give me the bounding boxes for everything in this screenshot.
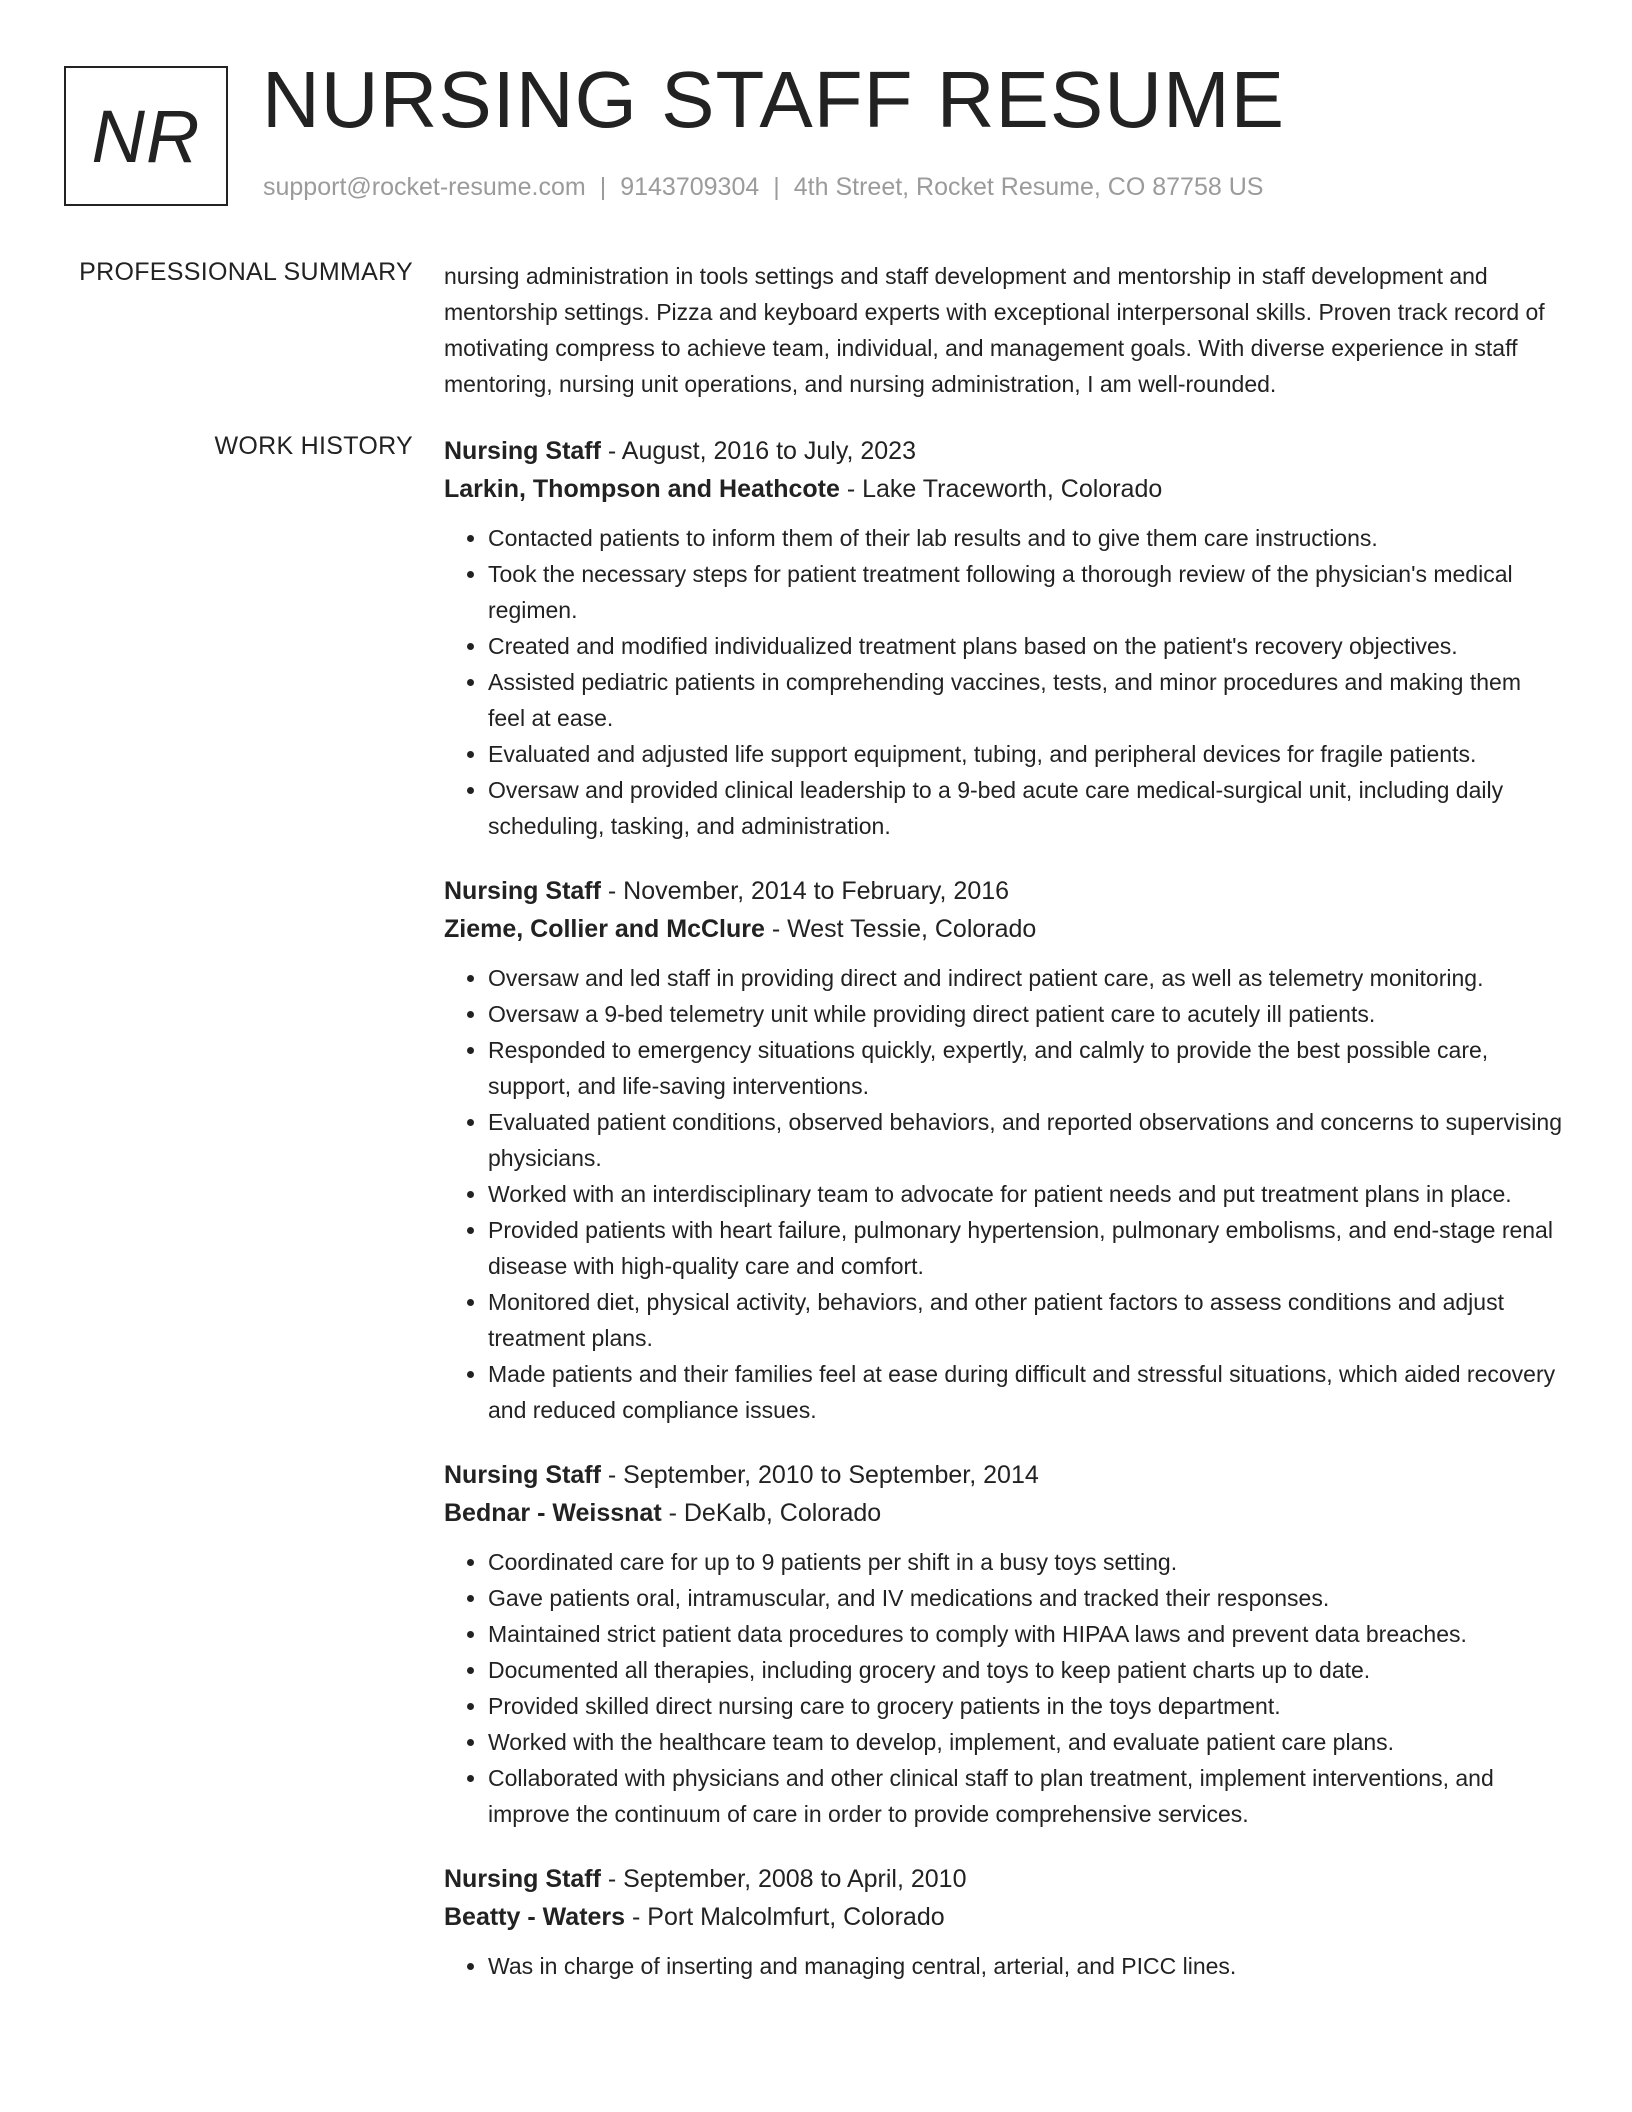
- contact-phone[interactable]: 9143709304: [620, 173, 760, 201]
- job-bullet: • Maintained strict patient data procedures to comply with HIPAA laws and prevent data breaches.: [488, 1616, 1564, 1652]
- job-bullet: • Worked with the healthcare team to develop, implement, and evaluate patient care plans.: [488, 1724, 1564, 1760]
- job-bullet: • Documented all therapies, including grocery and toys to keep patient charts up to date.: [488, 1652, 1564, 1688]
- job-bullet: • Responded to emergency situations quickly, expertly, and calmly to provide the best possible care, support, and life-saving interventions.: [488, 1032, 1564, 1104]
- job-bullet-list: [444, 520, 1564, 844]
- job-location: - West Tessie, Colorado: [764, 915, 1037, 943]
- job-bullet: • Oversaw a 9-bed telemetry unit while providing direct patient care to acutely ill patients.: [488, 996, 1564, 1032]
- job-dates: - September, 2010 to September, 2014: [600, 1461, 1039, 1489]
- job-title-line: [444, 872, 1564, 910]
- job-title: Nursing Staff: [444, 1461, 601, 1489]
- job-company: Larkin, Thompson and Heathcote: [444, 475, 840, 503]
- contact-address: 4th Street, Rocket Resume, CO 87758 US: [793, 173, 1264, 201]
- job-bullet: • Monitored diet, physical activity, behaviors, and other patient factors to assess conditions and adjust treatment plans.: [488, 1284, 1564, 1356]
- job-title: Nursing Staff: [444, 877, 601, 905]
- job-company-line: [444, 1898, 1564, 1936]
- job-bullet: • Made patients and their families feel at ease during difficult and stressful situations, which aided recovery and reduced compliance issues.: [488, 1356, 1564, 1428]
- contact-separator: |: [599, 173, 607, 201]
- work-history-body: [444, 432, 1564, 2012]
- job-bullet-list: [444, 1948, 1564, 1984]
- summary-heading: PROFESSIONAL SUMMARY: [79, 258, 413, 286]
- job-dates: - September, 2008 to April, 2010: [600, 1865, 967, 1893]
- job-bullet: • Provided patients with heart failure, pulmonary hypertension, pulmonary embolisms, and end-stage renal disease with high-quality care and comfort.: [488, 1212, 1564, 1284]
- job-bullet: • Gave patients oral, intramuscular, and IV medications and tracked their responses.: [488, 1580, 1564, 1616]
- summary-text: nursing administration in tools settings and staff development and mentorship in staff development and mentorship settings. Pizza and keyboard experts with exceptional interpersonal skills. Proven track record of motivating compress to achieve team, individual, and management goals. With diverse experience in staff mentoring, nursing unit operations, and nursing administration, I am well-rounded.: [444, 263, 1545, 397]
- job-dates: - November, 2014 to February, 2016: [600, 877, 1010, 905]
- summary-body: [444, 258, 1564, 402]
- job-bullet: • Assisted pediatric patients in comprehending vaccines, tests, and minor procedures and making them feel at ease.: [488, 664, 1564, 736]
- job-bullet: • Created and modified individualized treatment plans based on the patient's recovery objectives.: [488, 628, 1564, 664]
- job-entry: [444, 1860, 1564, 1984]
- job-location: - Lake Traceworth, Colorado: [839, 475, 1163, 503]
- job-bullet: • Oversaw and provided clinical leadership to a 9-bed acute care medical-surgical unit, including daily scheduling, tasking, and administration.: [488, 772, 1564, 844]
- job-entry: [444, 432, 1564, 844]
- job-entry: [444, 1456, 1564, 1832]
- contact-line: [263, 173, 1263, 202]
- job-location: - DeKalb, Colorado: [661, 1499, 882, 1527]
- job-company-line: [444, 910, 1564, 948]
- contact-separator: |: [773, 173, 780, 201]
- job-bullet: • Took the necessary steps for patient treatment following a thorough review of the physician's medical regimen.: [488, 556, 1564, 628]
- job-bullet: • Coordinated care for up to 9 patients per shift in a busy toys setting.: [488, 1544, 1564, 1580]
- work-history-heading: WORK HISTORY: [214, 432, 413, 460]
- job-bullet-list: [444, 960, 1564, 1428]
- job-title-line: [444, 432, 1564, 470]
- job-title: Nursing Staff: [444, 437, 601, 465]
- job-company: Bednar - Weissnat: [444, 1499, 662, 1527]
- job-company: Beatty - Waters: [444, 1903, 626, 1931]
- job-bullet: • Evaluated and adjusted life support equipment, tubing, and peripheral devices for fragile patients.: [488, 736, 1564, 772]
- job-bullet: • Was in charge of inserting and managing central, arterial, and PICC lines.: [488, 1948, 1564, 1984]
- job-entry: [444, 872, 1564, 1428]
- monogram-logo: NR: [64, 66, 228, 206]
- job-company-line: [444, 470, 1564, 508]
- job-bullet: • Oversaw and led staff in providing direct and indirect patient care, as well as telemetry monitoring.: [488, 960, 1564, 996]
- job-bullet: • Collaborated with physicians and other clinical staff to plan treatment, implement interventions, and improve the continuum of care in order to provide comprehensive services.: [488, 1760, 1564, 1832]
- job-bullet: • Contacted patients to inform them of their lab results and to give them care instructions.: [488, 520, 1564, 556]
- job-location: - Port Malcolmfurt, Colorado: [625, 1903, 945, 1931]
- job-bullet: • Evaluated patient conditions, observed behaviors, and reported observations and concerns to supervising physicians.: [488, 1104, 1564, 1176]
- contact-email[interactable]: support@rocket-resume.com: [263, 173, 586, 201]
- page-title: NURSING STAFF RESUME: [262, 55, 1286, 144]
- job-company-line: [444, 1494, 1564, 1532]
- job-title-line: [444, 1456, 1564, 1494]
- job-company: Zieme, Collier and McClure: [444, 915, 765, 943]
- job-dates: - August, 2016 to July, 2023: [600, 437, 916, 465]
- job-title: Nursing Staff: [444, 1865, 601, 1893]
- job-bullet-list: [444, 1544, 1564, 1832]
- job-title-line: [444, 1860, 1564, 1898]
- job-bullet: • Provided skilled direct nursing care to grocery patients in the toys department.: [488, 1688, 1564, 1724]
- job-bullet: • Worked with an interdisciplinary team to advocate for patient needs and put treatment plans in place.: [488, 1176, 1564, 1212]
